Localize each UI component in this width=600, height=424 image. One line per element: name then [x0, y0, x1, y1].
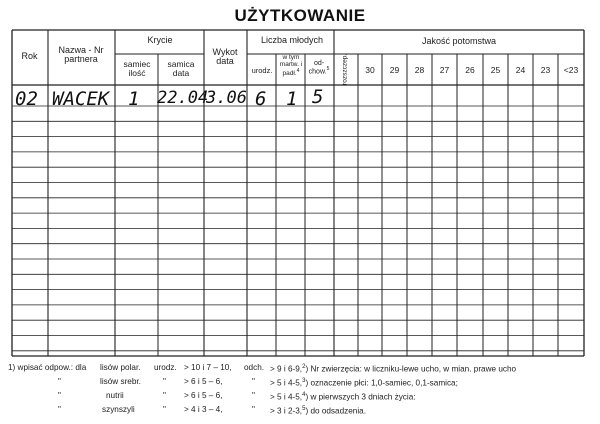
grade-header-3: 28 [414, 65, 425, 75]
header-jakosc: Jakość potomstwa [421, 36, 497, 46]
header-wykot: Wykot data [212, 47, 238, 67]
entry-wykot[interactable]: 3.06 [206, 88, 247, 108]
header-odchow-sup: 5 [326, 66, 330, 73]
footnote-2-mid3: " [252, 377, 255, 386]
grade-header-9: <23 [563, 65, 579, 75]
header-liczba-mlodych: Liczba młodych [260, 35, 324, 45]
header-nazwa: Nazwa - Nr partnera [58, 45, 104, 65]
entry-w-tym[interactable]: 1 [286, 88, 298, 110]
header-odchow [306, 60, 332, 76]
footnote-1-mid4: > 9 i 6-9,$^2$) Nr zwierzęcia: w liczniku-lewe ucho, w mian. prawe ucho [270, 364, 517, 374]
footnote-2-mid1: " [163, 377, 166, 386]
entry-nazwa[interactable]: WACEK [52, 88, 110, 110]
entry-rok[interactable]: 02 [15, 88, 38, 110]
footnote-4-ditto: " [58, 405, 61, 414]
footnote-1-mid3: odch. [244, 363, 265, 372]
footnote-4-mid3: " [252, 405, 255, 414]
footnote-3-ditto: " [58, 391, 61, 400]
entry-samica-data[interactable]: 22.04 [157, 88, 209, 108]
footnote-2-mid2: > 6 i 5 – 6, [184, 377, 223, 386]
footnote-1-animal: lisów polar. [100, 363, 141, 372]
entry-samiec[interactable]: 1 [128, 88, 140, 110]
footnote-1-prefix: 1) wpisać odpow.: dla [8, 363, 87, 372]
footnote-4-animal: szynszyli [102, 405, 135, 414]
header-w-tym [277, 55, 305, 78]
grade-header-5: 26 [465, 65, 475, 75]
form-title: UŻYTKOWANIE [234, 6, 366, 25]
footnote-3-mid3: " [252, 391, 255, 400]
header-w-tym-text: w tym martw. i padł. [279, 54, 303, 77]
header-samiec: samiec ilość [123, 59, 151, 78]
footnote-3-mid2: > 6 i 5 – 6, [184, 391, 223, 400]
footnote-2-ditto: " [58, 377, 61, 386]
footnote-4-mid1: " [163, 405, 166, 414]
entry-urodz[interactable]: 6 [255, 88, 267, 110]
grade-header-1: 30 [365, 65, 375, 75]
header-rozszczep: rozszczep. [341, 53, 349, 85]
footnote-4-mid2: > 4 i 3 – 4, [184, 405, 223, 414]
header-rok: Rok [21, 51, 38, 61]
footnote-2-mid4: > 5 i 4-5,$^3$) oznaczenie płci: 1,0-samiec, 0,1-samica; [270, 378, 458, 388]
grade-header-7: 24 [515, 65, 526, 75]
grade-header-4: 27 [439, 65, 450, 75]
entry-odchow[interactable]: 5 [312, 86, 324, 108]
header-odchow-text: od- chow. [308, 60, 327, 76]
header-krycie: Krycie [147, 35, 173, 45]
header-urodz: urodz. [251, 66, 273, 75]
footnote-3-mid1: " [163, 391, 166, 400]
grade-header-6: 25 [490, 65, 501, 75]
header-samica-data: samica data [167, 59, 195, 78]
footnote-1-mid2: > 10 i 7 – 10, [184, 363, 232, 372]
footnote-2-animal: lisów srebr. [100, 377, 141, 386]
footnote-4-mid4: > 3 i 2-3,$^5$) do odsadzenia. [270, 406, 366, 416]
grade-header-8: 23 [540, 65, 551, 75]
grade-header-2: 29 [389, 65, 400, 75]
footnote-3-mid4: > 5 i 4-5,$^4$) w pierwszych 3 dniach życia: [270, 392, 416, 402]
footnote-1-mid1: urodz. [154, 363, 177, 372]
header-w-tym-sup: 4 [296, 67, 300, 74]
footnote-3-animal: nutrii [106, 391, 124, 400]
